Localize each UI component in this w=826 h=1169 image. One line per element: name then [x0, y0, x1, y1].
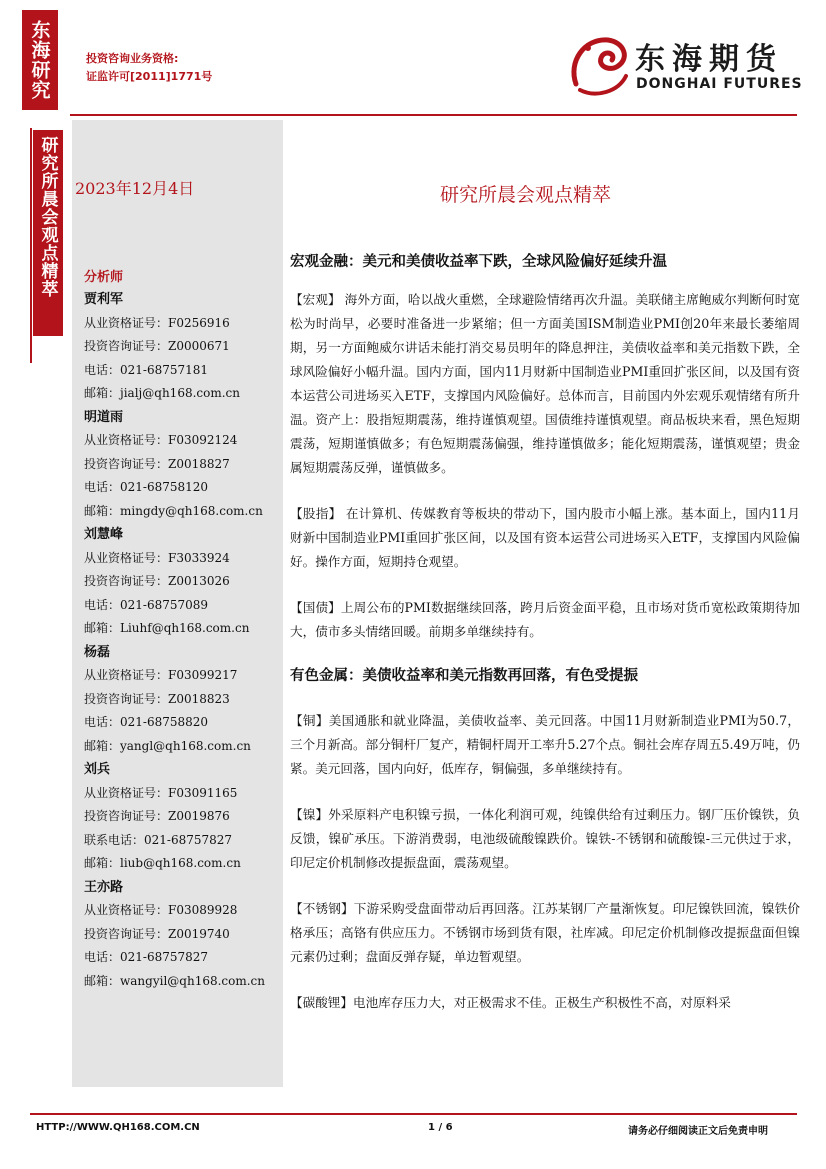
paragraph-tag: 【宏观】 [290, 292, 341, 307]
footer-url: HTTP://WWW.QH168.COM.CN [36, 1122, 200, 1133]
analyst-contact-line: 从业资格证号：F03091165 [84, 785, 238, 800]
analyst-contact-line: 从业资格证号：F3033924 [84, 550, 230, 565]
analyst-name: 明道雨 [84, 409, 124, 425]
logo-chinese-text: 东海期货 [635, 42, 783, 77]
analyst-name: 刘兵 [84, 762, 111, 777]
analyst-list [84, 288, 280, 993]
analyst-name: 王亦路 [84, 879, 124, 895]
report-paragraph [290, 502, 800, 574]
analyst-contact-line: 电话：021-68757089 [84, 597, 209, 612]
analyst-name: 刘慧峰 [84, 527, 124, 542]
report-paragraph [290, 596, 800, 644]
analyst-contact-line: 邮箱：yangl@qh168.com.cn [84, 738, 251, 753]
section-heading: 有色金属：美债收益率和美元指数再回落，有色受提振 [290, 668, 638, 684]
analyst-contact-line: 从业资格证号：F0256916 [84, 315, 230, 330]
analyst-contact-line: 投资咨询证号：Z0019876 [84, 809, 230, 823]
header-divider [70, 114, 797, 116]
analyst-heading: 分析师 [84, 270, 124, 285]
analyst-name: 杨磊 [84, 644, 111, 660]
paragraph-text: 电池库存压力大，对正极需求不佳。正极生产积极性不高，对原料采 [352, 995, 731, 1010]
side-divider [30, 128, 32, 363]
paragraph-tag: 【国债】 [290, 600, 341, 615]
paragraph-text: 上周公布的PMI数据继续回落，跨月后资金面平稳，且市场对货币宽松政策期待加大，债市多头情绪回暖。前期多单继续持有。 [290, 600, 801, 639]
analyst-contact-line: 邮箱：mingdy@qh168.com.cn [84, 503, 263, 518]
section-box: 研究所晨会观点精萃 [33, 130, 63, 336]
paragraph-text: 下游采购受盘面带动后再回落。江苏某钢厂产量渐恢复。印尼镍铁回流，镍铁价格承压；高铬有供应压力。不锈钢市场到货有限，社库减。印尼定价机制修改提振盘面但镍元素仍过剩；盘面反弹存疑，单边暂观望。 [290, 901, 801, 964]
paragraph-tag: 【不锈钢】 [290, 901, 354, 916]
footer-divider [30, 1113, 797, 1115]
paragraph-text: 外采原料产电积镍亏损，一体化利润可观，纯镍供给有过剩压力。钢厂压价镍铁，负反馈，镍矿承压。下游消费弱，电池级硫酸镍跌价。镍铁-不锈钢和硫酸镍-三元供过于求，印尼定价机制修改提振盘面，震荡观望。 [290, 807, 801, 870]
analyst-contact-line: 邮箱：Liuhf@qh168.com.cn [84, 621, 250, 635]
paragraph-tag: 【铜】 [290, 713, 329, 728]
analyst-name: 贾利军 [84, 292, 124, 307]
report-date: 2023年12月4日 [75, 179, 195, 198]
paragraph-text: 在计算机、传媒教育等板块的带动下，国内股市小幅上涨。基本面上，国内11月财新中国制造业PMI重回扩张区间，以及国有资本运营公司进场买入ETF，支撑国内风险偏好。操作方面，短期持仓观望。 [290, 506, 800, 569]
paragraph-tag: 【镍】 [290, 807, 329, 822]
disclaimer-note: 请务必仔细阅读正文后免责申明 [628, 1126, 768, 1137]
section-heading: 宏观金融：美元和美债收益率下跌，全球风险偏好延续升温 [290, 254, 667, 270]
report-paragraph [290, 991, 800, 1015]
paragraph-text: 美国通胀和就业降温，美债收益率、美元回落。中国11月财新制造业PMI为50.7，三个月新高。部分铜杆厂复产，精铜杆周开工率升5.27个点。铜社会库存周五5.49万吨，仍紧。美元回落，国内向好，低库存，铜偏强，多单继续持有。 [290, 713, 800, 776]
analyst-contact-line: 邮箱：jialj@qh168.com.cn [84, 386, 240, 400]
analyst-contact-line: 投资咨询证号：Z0000671 [84, 339, 230, 353]
report-paragraph [290, 803, 800, 875]
analyst-contact-line: 邮箱：wangyil@qh168.com.cn [84, 973, 266, 988]
report-paragraph [290, 709, 800, 781]
analyst-contact-line: 邮箱：liub@qh168.com.cn [84, 856, 241, 870]
logo-english-text: DONGHAI FUTURES [636, 76, 803, 92]
report-body [290, 250, 800, 1015]
analyst-contact-line: 投资咨询证号：Z0018827 [84, 456, 230, 471]
analyst-contact-line: 投资咨询证号：Z0013026 [84, 574, 230, 588]
report-paragraph [290, 897, 800, 969]
analyst-contact-line: 投资咨询证号：Z0018823 [84, 691, 230, 706]
paragraph-tag: 【碳酸锂】 [290, 995, 353, 1010]
analyst-contact-line: 电话：021-68757827 [84, 950, 209, 964]
report-paragraph [290, 288, 800, 480]
analyst-contact-line: 电话：021-68758120 [84, 480, 209, 494]
analyst-contact-line: 电话：021-68758820 [84, 715, 209, 729]
analyst-contact-line: 从业资格证号：F03099217 [84, 668, 238, 682]
analyst-contact-line: 从业资格证号：F03092124 [84, 433, 238, 447]
analyst-contact-line: 投资咨询证号：Z0019740 [84, 926, 230, 941]
qualification-line-2: 证监许可[2011]1771号 [86, 70, 213, 83]
page-number: 1 / 6 [428, 1122, 453, 1133]
analyst-contact-line: 从业资格证号：F03089928 [84, 903, 238, 917]
qualification-info [86, 50, 212, 86]
paragraph-text: 海外方面，哈以战火重燃，全球避险情绪再次升温。美联储主席鲍威尔判断何时宽松为时尚早，必要时准备进一步紧缩；但一方面美国ISM制造业PMI创20年来最长萎缩周期，另一方面鲍威尔讲话未能打消交易员明年的降息押注，美债收益率和美元指数下跌，全球风险偏好小幅升温。国内方面，国内11月财新中国制造业PMI重回扩张区间，以及国有资本运营公司进场买入ETF，支撑国内风险偏好。总体而言，目前国内外宏观乐观情绪有所升温。资产上：股指短期震荡，维持谨慎观望。国债维持谨慎观望。商品板块来看，黑色短期震荡，短期谨慎做多；有色短期震荡偏强，维持谨慎做多；能化短期震荡，谨慎观望；贵金属短期震荡反弹，谨慎做多。 [290, 292, 800, 475]
analyst-contact-line: 电话：021-68757181 [84, 362, 209, 377]
analyst-contact-line: 联系电话：021-68757827 [84, 832, 233, 847]
page-title: 研究所晨会观点精萃 [440, 184, 612, 206]
qualification-line-1: 投资咨询业务资格: [86, 52, 179, 65]
paragraph-tag: 【股指】 [290, 506, 342, 521]
brand-box: 东海研究 [22, 10, 58, 110]
